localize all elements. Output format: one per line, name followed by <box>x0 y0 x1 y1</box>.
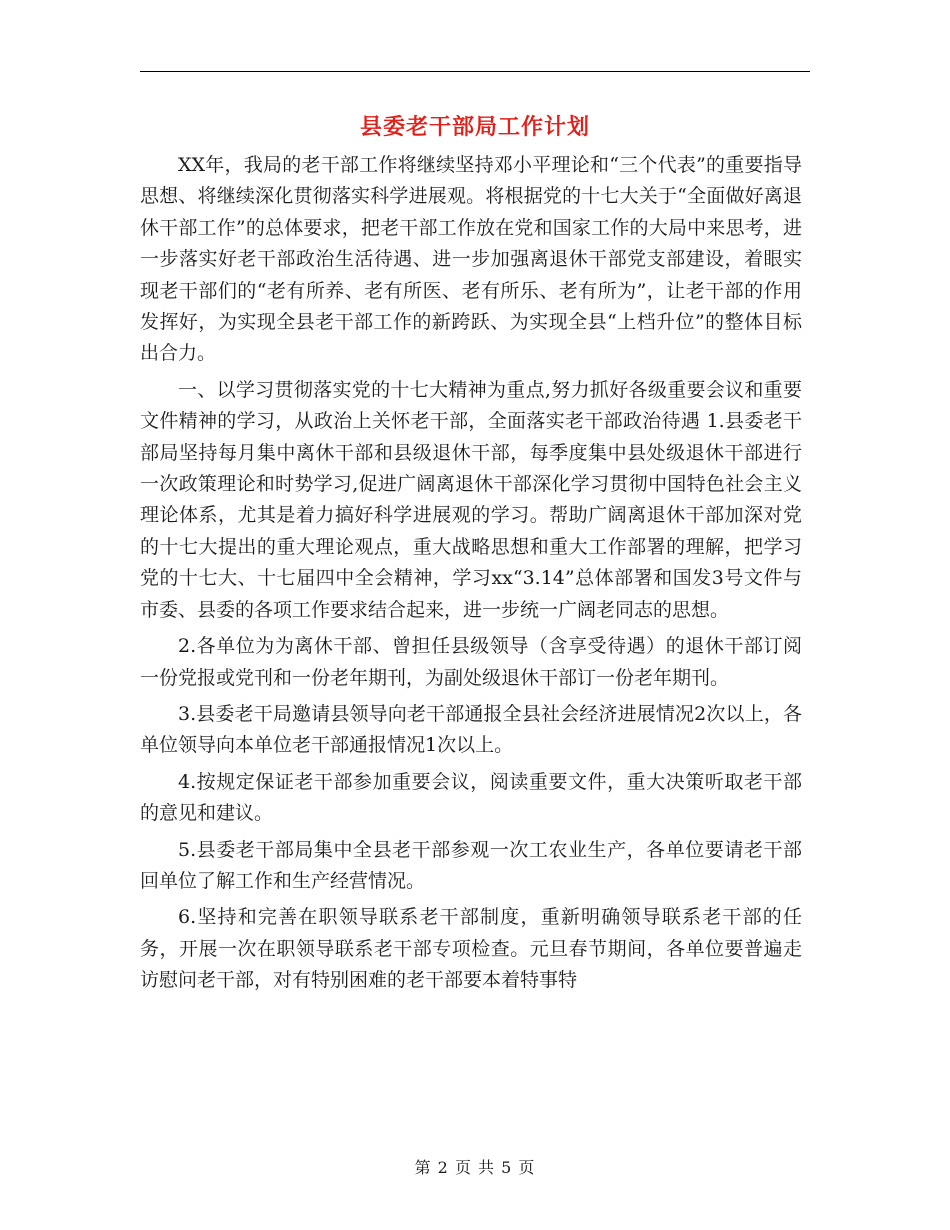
document-title: 县委老干部局工作计划 <box>359 114 590 140</box>
paragraph-item-5: 5.县委老干部局集中全县老干部参观一次工农业生产，各单位要请老干部回单位了解工作和生产经营情况。 <box>140 838 802 892</box>
page-number-footer: 第 2 页 共 5 页 <box>414 1158 536 1177</box>
paragraph-section-one: 一、以学习贯彻落实党的十七大精神为重点,努力抓好各级重要会议和重要文件精神的学习，从政治上关怀老干部，全面落实老干部政治待遇 1.县委老干部局坚持每月集中离休干部和县级退休干部，每季度集中县处级退休干部进行一次政策理论和时势学习,促进广阔离退休干部深化学习贯彻中国特色社会主义理论体系，尤其是着力搞好科学进展观的学习。帮助广阔离退休干部加深对党的十七大提出的重大理论观点，重大战略思想和重大工作部署的理解，把学习党的十七大、十七届四中全会精神，学习xx“3.14”总体部署和国发3号文件与市委、县委的各项工作要求结合起来，进一步统一广阔老同志的思想。 <box>140 378 802 621</box>
paragraph-item-2: 2.各单位为为离休干部、曾担任县级领导（含享受待遇）的退休干部订阅一份党报或党刊和一份老年期刊，为副处级退休干部订一份老年期刊。 <box>140 635 802 689</box>
paragraph-item-4: 4.按规定保证老干部参加重要会议，阅读重要文件，重大决策听取老干部的意见和建议。 <box>140 770 802 825</box>
document-body <box>140 150 802 1002</box>
paragraph-intro: XX年，我局的老干部工作将继续坚持邓小平理论和“三个代表”的重要指导思想、将继续深化贯彻落实科学进展观。将根据党的十七大关于“全面做好离退休干部工作”的总体要求，把老干部工作放在党和国家工作的大局中来思考，进一步落实好老干部政治生活待遇、进一步加强离退休干部党支部建设，着眼实现老干部们的“老有所养、老有所医、老有所乐、老有所为”，让老干部的作用发挥好，为实现全县老干部工作的新跨跃、为实现全县“上档升位”的整体目标出合力。 <box>140 154 802 365</box>
paragraph-item-3: 3.县委老干局邀请县领导向老干部通报全县社会经济进展情况2次以上，各单位领导向本单位老干部通报情况1次以上。 <box>140 702 802 757</box>
header-rule <box>140 71 810 72</box>
paragraph-item-6: 6.坚持和完善在职领导联系老干部制度，重新明确领导联系老干部的任务，开展一次在职领导联系老干部专项检查。元旦春节期间，各单位要普遍走访慰问老干部，对有特别困难的老干部要本着特事特 <box>140 906 802 992</box>
